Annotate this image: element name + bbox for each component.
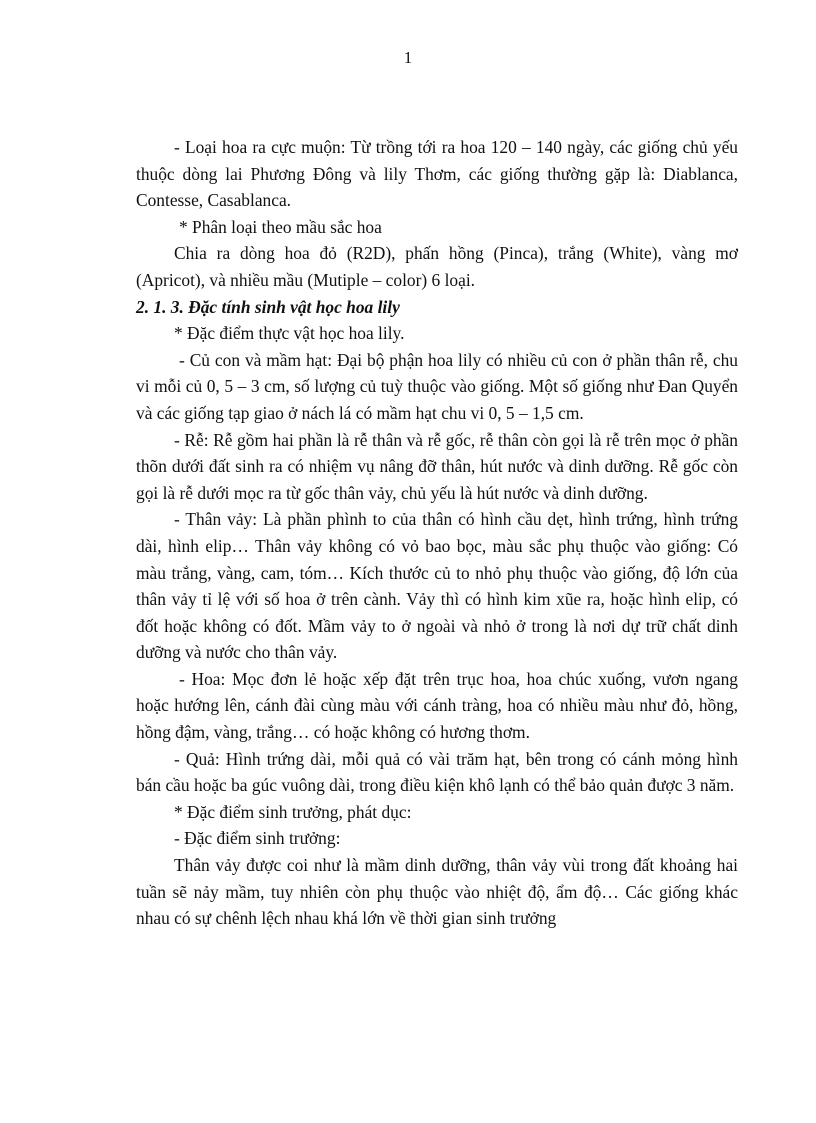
paragraph-flowers: - Hoa: Mọc đơn lẻ hoặc xếp đặt trên trục hoa, hoa chúc xuống, vươn ngang hoặc hướng lên, cánh đài cùng màu với cánh tràng, hoa có nhiều màu như đỏ, hồng, hồng đậm, vàng, trắng… có hoặc không có hương thơm. <box>136 668 738 743</box>
paragraph-growth-heading: * Đặc điểm sinh trưởng, phát dục: <box>174 801 412 822</box>
page-number: 1 <box>403 48 413 67</box>
paragraph-botanical-traits: * Đặc điểm thực vật học hoa lily. <box>174 323 405 344</box>
document-body <box>136 134 738 932</box>
paragraph-color-classification-heading: * Phân loại theo mầu sắc hoa <box>179 216 382 237</box>
paragraph-bulblets: - Củ con và mầm hạt: Đại bộ phận hoa lily có nhiều củ con ở phần thân rễ, chu vi mỗi củ 0, 5 – 3 cm, số lượng củ tuỳ thuộc vào giống. Một số giống như Đan Quyển và các giống tạp giao ở nách lá có mầm hạt chu vi 0, 5 – 1,5 cm. <box>136 349 738 423</box>
paragraph-late-blooming: - Loại hoa ra cực muộn: Từ trồng tới ra hoa 120 – 140 ngày, các giống chủ yếu thuộc dòng lai Phương Đông và lily Thơm, các giống thường gặp là: Diablanca, Contesse, Casablanca. <box>136 137 738 211</box>
paragraph-bulb-scales: - Thân vảy: Là phần phình to của thân có hình cầu dẹt, hình trứng, hình trứng dài, hình elip… Thân vảy không có vỏ bao bọc, màu sắc phụ thuộc vào giống: Có màu trắng, vàng, cam, tóm… Kích thước củ to nhỏ phụ thuộc vào giống, độ lớn của thân vảy tỉ lệ với số hoa ở trên cành. Vảy thì có hình kim xũe ra, hoặc hình elip, có đốt hoặc không có đốt. Mầm vảy to ở ngoài và nhỏ ở trong là nơi dự trữ chất dinh dưỡng và nước cho thân vảy. <box>136 509 738 663</box>
paragraph-growth-subheading: - Đặc điểm sinh trưởng: <box>174 828 341 849</box>
section-heading: 2. 1. 3. Đặc tính sinh vật học hoa lily <box>136 296 400 317</box>
paragraph-color-lines: Chia ra dòng hoa đỏ (R2D), phấn hồng (Pinca), trắng (White), vàng mơ (Apricot), và nhiều mầu (Mutiple – color) 6 loại. <box>136 243 738 290</box>
paragraph-roots: - Rễ: Rễ gồm hai phần là rễ thân và rễ gốc, rễ thân còn gọi là rễ trên mọc ở phần thõn dưới đất sinh ra có nhiệm vụ nâng đỡ thân, hút nước và dinh dưỡng. Rễ gốc còn gọi là rễ dưới mọc ra từ gốc thân vảy, chủ yếu là hút nước và dinh dưỡng. <box>136 429 738 503</box>
paragraph-fruit: - Quả: Hình trứng dài, mỗi quả có vài trăm hạt, bên trong có cánh mỏng hình bán cầu hoặc ba gúc vuông dài, trong điều kiện khô lạnh có thể bảo quản được 3 năm. <box>136 748 738 796</box>
paragraph-growth-description: Thân vảy được coi như là mầm dinh dưỡng, thân vảy vùi trong đất khoảng hai tuần sẽ nảy mầm, tuy nhiên còn phụ thuộc vào nhiệt độ, ẩm độ… Các giống khác nhau có sự chênh lệch nhau khá lớn về thời gian sinh trưởng <box>136 855 738 929</box>
